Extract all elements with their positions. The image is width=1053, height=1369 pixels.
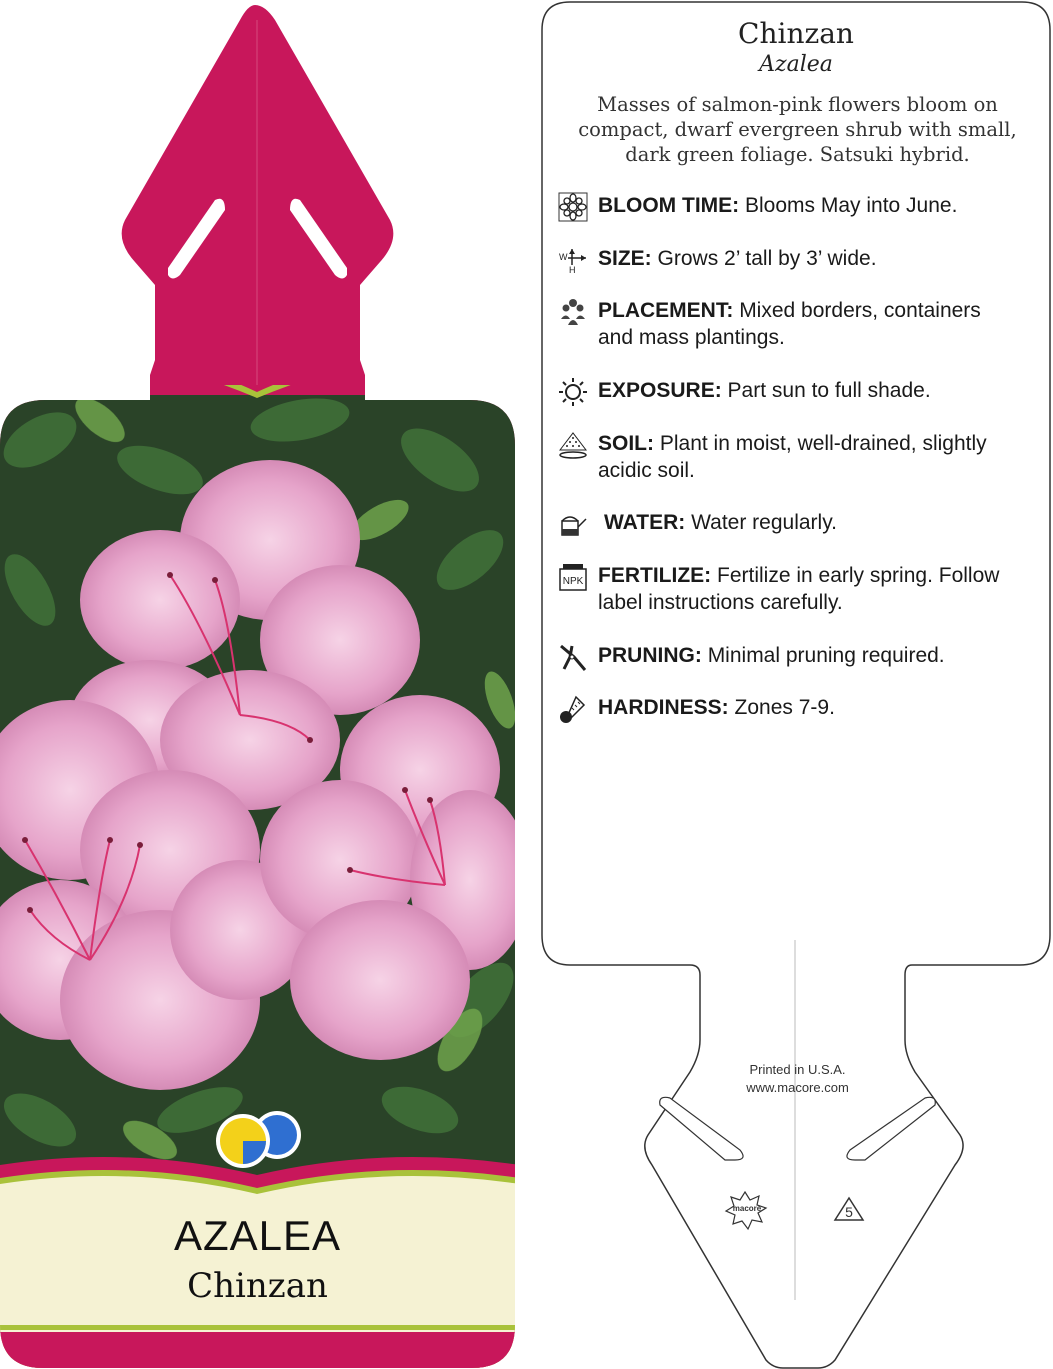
care-text: Part sun to full shade. [727,379,931,402]
recycle-code: 5 [845,1204,853,1220]
care-label: SOIL: [598,432,654,455]
description-line: dark green foliage. Satsuki hybrid. [625,143,970,166]
care-row-soil [558,430,1038,486]
pruners-icon [558,642,588,672]
sun-icon [558,377,588,407]
care-text: Minimal pruning required. [707,644,945,667]
back-title: Chinzan [738,17,854,50]
care-label: PRUNING: [598,644,702,667]
description-line: Masses of salmon-pink flowers bloom on [597,93,998,116]
care-text-continued: and mass plantings. [598,326,785,349]
flower-icon [558,192,588,222]
front-tag [0,0,520,1369]
care-label: EXPOSURE: [598,379,722,402]
front-common-name: AZALEA [173,1212,342,1259]
care-row-placement [558,297,1038,353]
care-label: BLOOM TIME: [598,194,740,217]
description-line: compact, dwarf evergreen shrub with small, [578,118,1017,141]
care-text: Mixed borders, containers [739,299,981,322]
back-subtitle: Azalea [759,52,833,77]
care-label: HARDINESS: [598,696,729,719]
care-row-hardiness [558,694,1038,742]
printed-in: Printed in U.S.A. [749,1062,846,1077]
website: www.macore.com [746,1080,849,1095]
care-text: Fertilize in early spring. Follow [717,564,1000,587]
care-text: Blooms May into June. [745,194,958,217]
macore-star-text: macore [732,1204,762,1213]
care-text: Grows 2’ tall by 3’ wide. [657,247,877,270]
fertilizer-icon-text: NPK [562,576,584,587]
care-text: Zones 7-9. [734,696,835,719]
care-text-continued: label instructions carefully. [598,591,843,614]
fertilizer-icon [558,562,588,592]
care-row-exposure [558,377,1038,425]
soil-icon [558,430,588,460]
care-row-size [558,245,1038,293]
care-text: Plant in moist, well-drained, slightly [659,432,987,455]
care-row-fertilize [558,562,1038,618]
size-icon [558,245,588,275]
care-row-bloom-time [558,192,1038,240]
care-text: Water regularly. [691,511,837,534]
care-label: FERTILIZE: [598,564,712,587]
placement-icon [558,297,588,327]
care-text-continued: acidic soil. [598,459,695,482]
size-icon-w: W [559,252,568,262]
size-icon-h: H [569,265,576,275]
thermometer-icon [558,694,588,724]
azalea-photo [0,380,520,1200]
care-label: PLACEMENT: [598,299,734,322]
front-variety-name: Chinzan [187,1266,328,1306]
care-label: SIZE: [598,247,652,270]
description [575,92,1020,167]
care-row-water [558,509,1038,557]
care-row-pruning [558,642,1038,690]
watering-can-icon [558,509,588,539]
care-label: WATER: [604,511,686,534]
